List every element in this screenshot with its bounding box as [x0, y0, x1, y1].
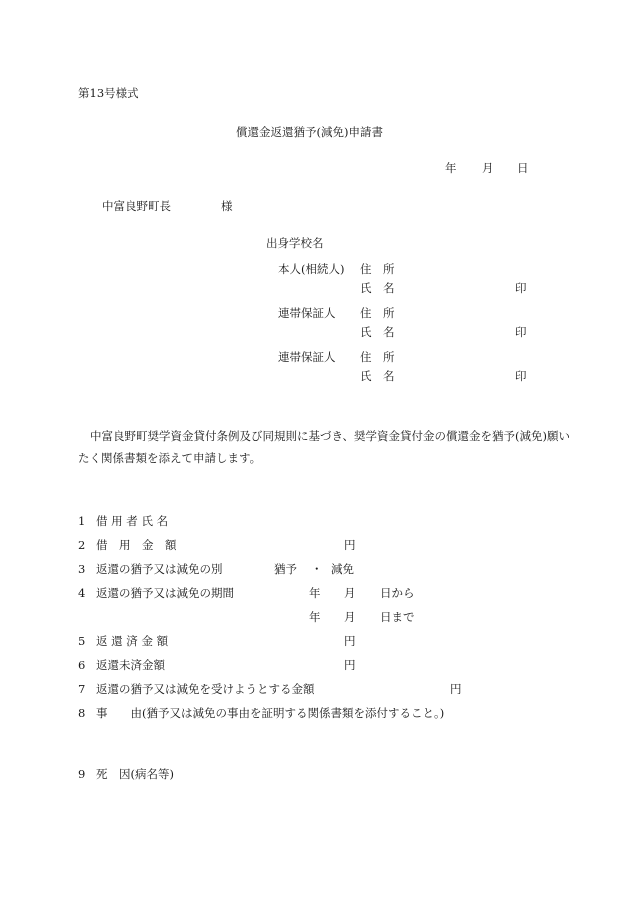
option-deferral: 猶予 [274, 562, 297, 576]
period-from-month: 月 [344, 586, 356, 600]
guarantor-address-label: 住 所 [360, 350, 395, 364]
yen-unit: 円 [344, 634, 356, 648]
item-label: 返還の猶予又は減免を受けようとする金額 [96, 682, 315, 696]
item-number: 8 [78, 706, 86, 720]
guarantor-role: 連帯保証人 [278, 350, 336, 364]
guarantor-role: 連帯保証人 [278, 306, 336, 320]
guarantor-name-label: 氏 名 [360, 369, 395, 383]
item-number: 6 [78, 658, 86, 672]
period-from-year: 年 [309, 586, 321, 600]
seal-mark: 印 [515, 281, 527, 295]
period-to-month: 月 [344, 610, 356, 624]
period-to-year: 年 [309, 610, 321, 624]
form-number: 第13号様式 [78, 86, 139, 100]
item-number: 1 [78, 514, 86, 528]
item-number: 4 [78, 586, 86, 600]
seal-mark: 印 [515, 325, 527, 339]
applicant-address-label: 住 所 [360, 262, 395, 276]
date-day: 日 [517, 161, 529, 175]
item-label: 返還の猶予又は減免の別 [96, 562, 223, 576]
addressee-honorific: 様 [221, 199, 233, 213]
item-label: 借 用 者 氏 名 [96, 514, 169, 528]
period-from-day: 日から [380, 586, 415, 600]
item-number: 3 [78, 562, 86, 576]
item-label: 返還未済金額 [96, 658, 165, 672]
item-number: 2 [78, 538, 86, 552]
item-label: 借 用 金 額 [96, 538, 177, 552]
applicant-role: 本人(相続人) [278, 262, 345, 276]
body-paragraph: 中富良野町奨学資金貸付条例及び同規則に基づき、奨学資金貸付金の償還金を猶予(減免)願いたく関係書類を添えて申請します。 [78, 429, 571, 465]
date-year: 年 [445, 161, 457, 175]
item-label: 事 由(猶予又は減免の事由を証明する関係書類を添付すること。) [96, 706, 445, 720]
item-number: 7 [78, 682, 86, 696]
item-label: 死 因(病名等) [96, 767, 174, 781]
guarantor-address-label: 住 所 [360, 306, 395, 320]
item-number: 5 [78, 634, 86, 648]
yen-unit: 円 [450, 682, 462, 696]
yen-unit: 円 [344, 538, 356, 552]
page-title: 償還金返還猶予(減免)申請書 [236, 125, 383, 139]
item-label: 返還の猶予又は減免の期間 [96, 586, 234, 600]
date-month: 月 [482, 161, 494, 175]
yen-unit: 円 [344, 658, 356, 672]
option-exemption: 減免 [331, 562, 354, 576]
guarantor-name-label: 氏 名 [360, 325, 395, 339]
period-to-day: 日まで [380, 610, 415, 624]
school-label: 出身学校名 [266, 236, 324, 250]
item-label: 返 還 済 金 額 [96, 634, 169, 648]
option-separator: ・ [311, 562, 323, 576]
item-number: 9 [78, 767, 86, 781]
addressee-name: 中富良野町長 [102, 199, 171, 213]
applicant-name-label: 氏 名 [360, 281, 395, 295]
seal-mark: 印 [515, 369, 527, 383]
